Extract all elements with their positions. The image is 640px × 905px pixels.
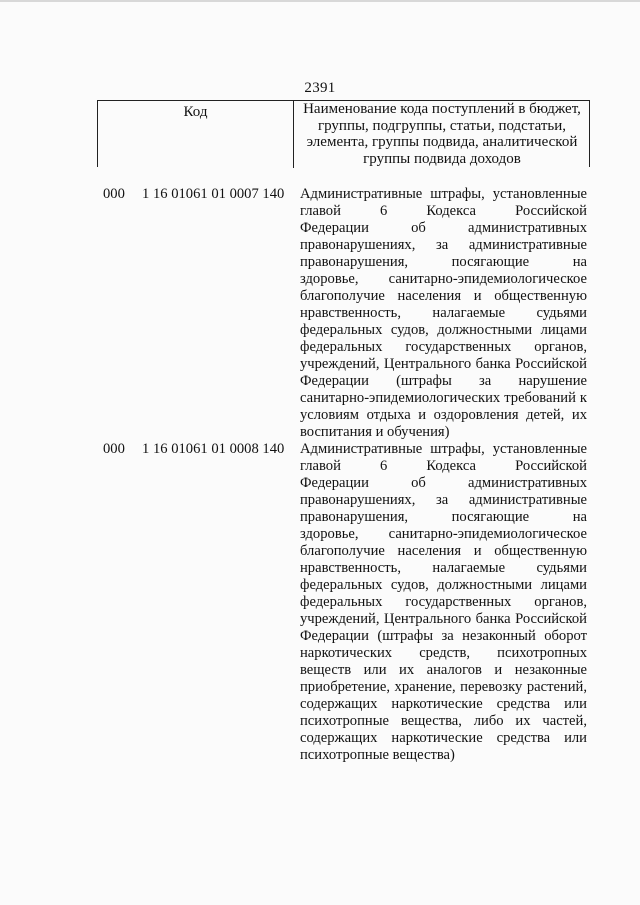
description-line: главой 6 Кодекса Российской [300,203,587,219]
header-code-column: Код [183,104,208,120]
description-line: условиям отдыха и оздоровления детей, их [300,407,587,423]
description-line: Административные штрафы, установленные [300,441,587,457]
budget-code: 1 16 01061 01 0008 140 [142,441,285,457]
header-name-line: группы подвида доходов [363,150,521,167]
header-name-line: группы, подгруппы, статьи, подстатьи, [317,117,567,134]
description-line: приобретение, хранение, перевозку растений, [300,679,587,695]
description-line: благополучие населения и общественную [300,288,587,304]
description-line: Административные штрафы, установленные [300,186,587,202]
header-name-line: Наименование кода поступлений в бюджет, [303,101,581,117]
header-name-line: элемента, группы подвида, аналитической [306,134,578,151]
description-line: нравственность, налагаемые судьями [300,560,587,576]
admin-code: 000 [103,186,125,202]
description-line: здоровье, санитарно-эпидемиологическое [300,271,587,287]
description-line: содержащих наркотические средства или [300,696,587,712]
description-line: правонарушения, посягающие на [300,254,587,270]
description-line: федеральных государственных органов, [300,339,587,355]
admin-code: 000 [103,441,125,457]
description-line: главой 6 Кодекса Российской [300,458,587,474]
description-line: психотропные вещества, либо их частей, [300,713,587,729]
description-line: веществ или их аналогов и незаконные [300,662,587,678]
description-line: психотропные вещества) [300,747,455,763]
budget-code: 1 16 01061 01 0007 140 [142,186,285,202]
header-table [97,100,590,167]
entry-description [300,186,587,441]
description-line: содержащих наркотические средства или [300,730,587,746]
description-line: здоровье, санитарно-эпидемиологическое [300,526,587,542]
description-line: Федерации (штрафы за незаконный оборот [300,628,587,644]
header-name-column [296,101,588,167]
description-line: Федерации (штрафы за нарушение [300,373,587,389]
description-line: санитарно-эпидемиологических требований к [300,390,587,406]
description-line: нравственность, налагаемые судьями [300,305,587,321]
description-line: воспитания и обучения) [300,424,450,440]
description-line: федеральных судов, должностными лицами [300,577,587,593]
header-column-divider [293,101,294,168]
description-line: федеральных судов, должностными лицами [300,322,587,338]
description-line: правонарушения, посягающие на [300,509,587,525]
description-line: Федерации об административных [300,220,587,236]
description-line: правонарушениях, за административные [300,492,587,508]
description-line: благополучие населения и общественную [300,543,587,559]
description-line: Федерации об административных [300,475,587,491]
entry-description [300,441,587,764]
description-line: учреждений, Центрального банка Российской [300,356,587,372]
page-number: 2391 [304,80,336,96]
description-line: учреждений, Центрального банка Российской [300,611,587,627]
description-line: наркотических средств, психотропных [300,645,587,661]
scan-top-edge [0,0,640,2]
description-line: федеральных государственных органов, [300,594,587,610]
description-line: правонарушениях, за административные [300,237,587,253]
